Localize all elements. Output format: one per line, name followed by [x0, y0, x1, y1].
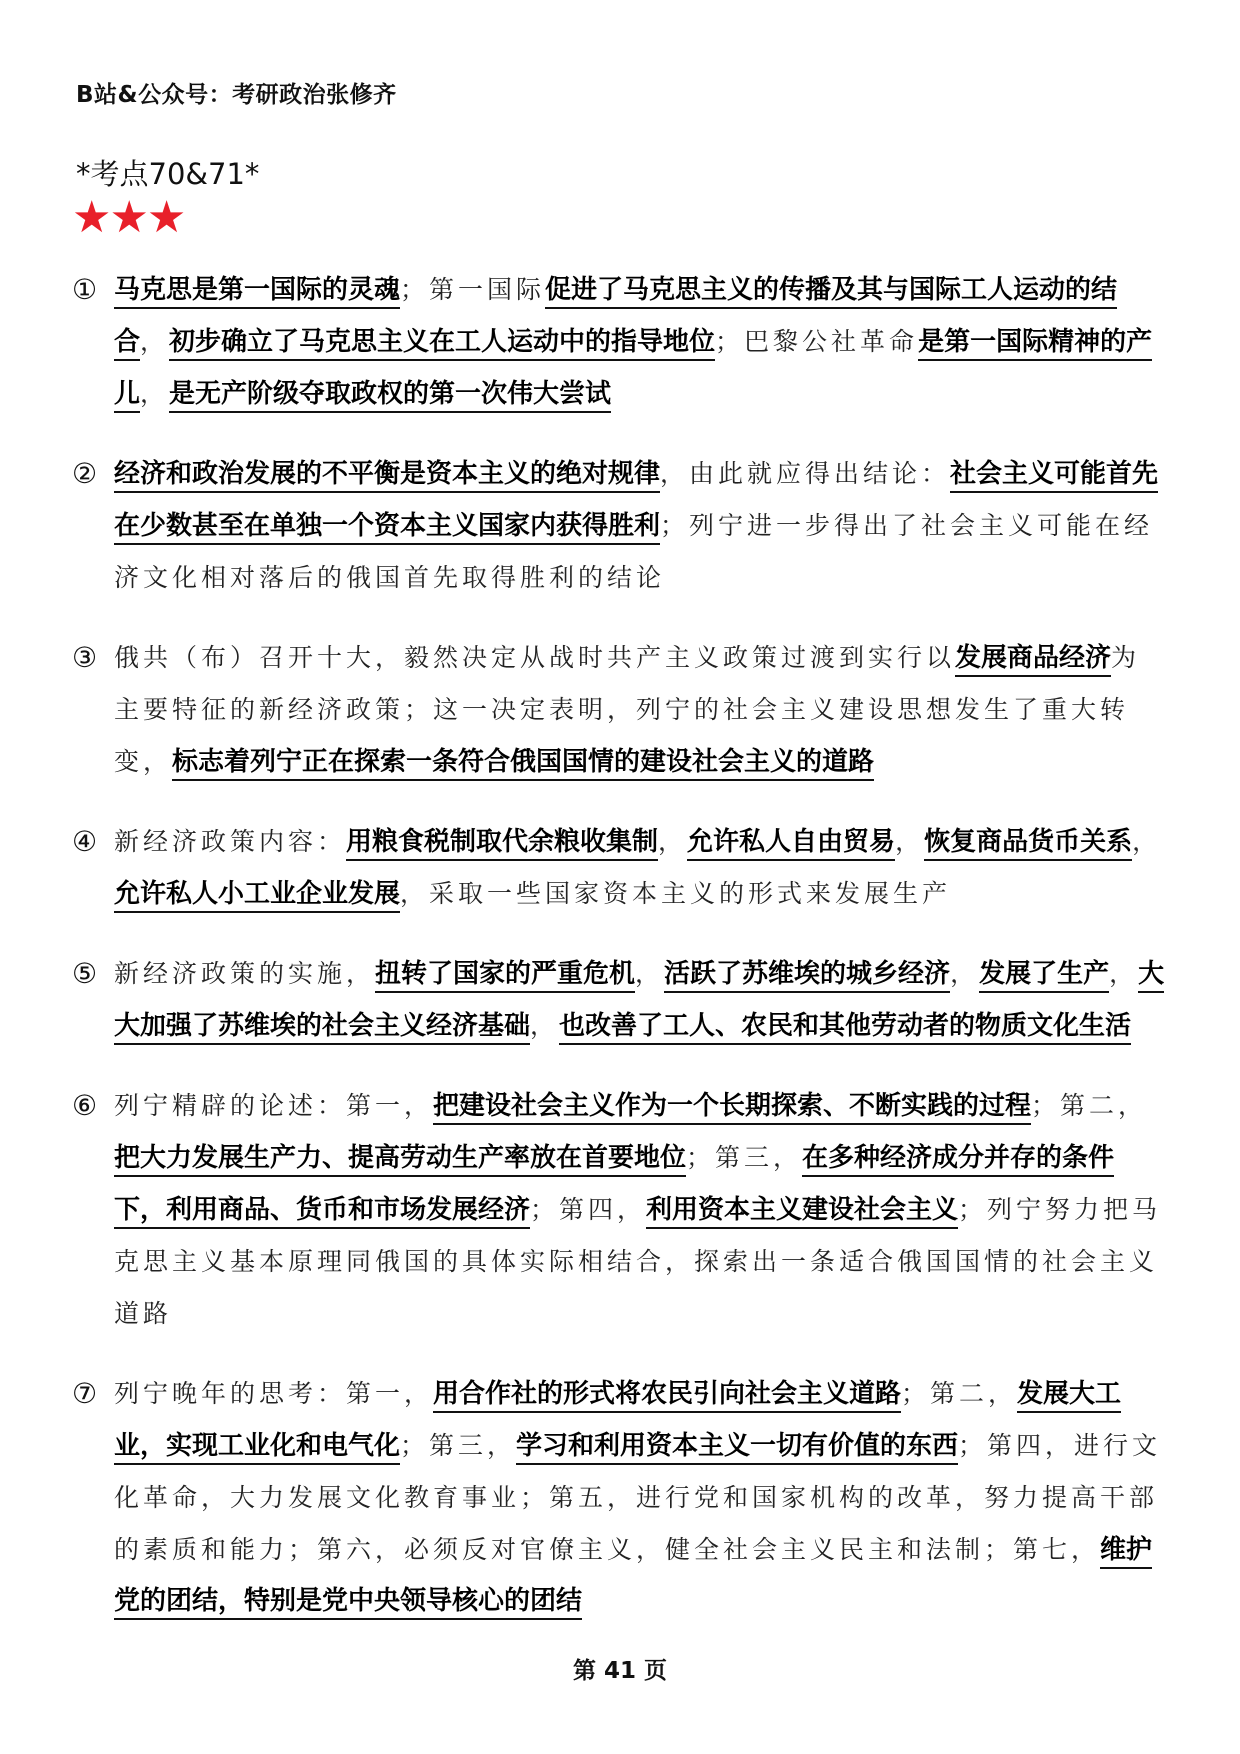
- key-phrase: 经济和政治发展的不平衡是资本主义的绝对规律: [114, 459, 660, 493]
- key-phrase: 学习和利用资本主义一切有价值的东西: [516, 1431, 958, 1465]
- key-phrase: 扭转了国家的严重危机: [375, 959, 635, 993]
- key-phrase: 用粮食税制取代余粮收集制: [346, 827, 658, 861]
- body-text: ，: [635, 959, 665, 988]
- body-text: ；第二，: [901, 1379, 1018, 1408]
- body-text: ，: [950, 959, 980, 988]
- body-text: ；列宁进一步得出了社会主义可能在经济文化相对落后的俄国首先取得胜利的结论: [114, 511, 1154, 592]
- body-text: ，: [530, 1011, 560, 1040]
- knowledge-point-item: [72, 448, 1166, 604]
- item-number: ⑥: [72, 1089, 98, 1122]
- body-text: ，: [895, 827, 925, 856]
- key-phrase: 维护党的团结，特别是党中央领导核心的团结: [114, 1535, 1152, 1620]
- key-phrase: 利用资本主义建设社会主义: [646, 1195, 958, 1229]
- body-text: 新经济政策的实施，: [114, 959, 376, 988]
- knowledge-point-item: [72, 1080, 1166, 1340]
- key-phrase: 马克思是第一国际的灵魂: [114, 275, 400, 309]
- body-text: ，采取一些国家资本主义的形式来发展生产: [400, 879, 952, 908]
- star-rating: ★★★: [72, 192, 185, 243]
- body-text: ；第三，: [400, 1431, 517, 1460]
- key-phrase: 把建设社会主义作为一个长期探索、不断实践的过程: [433, 1091, 1031, 1125]
- key-phrase: 活跃了苏维埃的城乡经济: [664, 959, 950, 993]
- key-phrase: 发展商品经济: [955, 643, 1111, 677]
- body-text: ；第三，: [686, 1143, 803, 1172]
- key-phrase: 社会主义可能首先在少数甚至在单独一个资本主义国家内获得胜利: [114, 459, 1158, 545]
- key-phrase: 是无产阶级夺取政权的第一次伟大尝试: [169, 379, 611, 413]
- body-text: ；第四，: [530, 1195, 647, 1224]
- knowledge-point-list: [72, 264, 1166, 1655]
- topic-label: *考点70&71*: [76, 157, 260, 191]
- knowledge-point-item: [72, 948, 1166, 1052]
- body-text: ，: [1109, 959, 1139, 988]
- page-number: 第 41 页: [572, 1658, 668, 1684]
- header-title: B站&公众号：考研政治张修齐: [76, 82, 397, 108]
- body-text: ；第一国际: [400, 275, 546, 304]
- body-text: ；列宁努力把马克思主义基本原理同俄国的具体实际相结合，探索出一条适合俄国国情的社会主义道路: [114, 1195, 1162, 1328]
- body-text: ；第二，: [1031, 1091, 1148, 1120]
- item-number: ⑦: [72, 1377, 98, 1410]
- key-phrase: 发展了生产: [979, 959, 1109, 993]
- key-phrase: 发展大工业，实现工业化和电气化: [114, 1379, 1121, 1465]
- body-text: ，: [658, 827, 688, 856]
- knowledge-point-item: [72, 1368, 1166, 1627]
- key-phrase: 在多种经济成分并存的条件下，利用商品、货币和市场发展经济: [114, 1143, 1114, 1229]
- item-number: ⑤: [72, 957, 98, 990]
- knowledge-point-item: [72, 632, 1166, 788]
- item-number: ④: [72, 825, 98, 858]
- knowledge-point-item: [72, 816, 1166, 920]
- item-number: ②: [72, 457, 98, 490]
- key-phrase: 允许私人小工业企业发展: [114, 879, 400, 913]
- body-text: ，由此就应得出结论：: [660, 459, 951, 488]
- key-phrase: 也改善了工人、农民和其他劳动者的物质文化生活: [559, 1011, 1131, 1045]
- body-text: ，: [140, 327, 170, 356]
- key-phrase: 用合作社的形式将农民引向社会主义道路: [433, 1379, 901, 1413]
- key-phrase: 是第一国际精神的产儿: [114, 327, 1152, 413]
- key-phrase: 标志着列宁正在探索一条符合俄国国情的建设社会主义的道路: [172, 747, 874, 781]
- knowledge-point-item: [72, 264, 1166, 420]
- body-text: 列宁晚年的思考：第一，: [114, 1379, 434, 1408]
- key-phrase: 大大加强了苏维埃的社会主义经济基础: [114, 959, 1164, 1045]
- key-phrase: 恢复商品货币关系: [924, 827, 1132, 861]
- body-text: 俄共（布）召开十大，毅然决定从战时共产主义政策过渡到实行以: [114, 643, 956, 672]
- body-text: ；巴黎公社革命: [715, 327, 919, 356]
- body-text: 列宁精辟的论述：第一，: [114, 1091, 434, 1120]
- key-phrase: 促进了马克思主义的传播及其与国际工人运动的结合: [114, 275, 1117, 361]
- item-number: ③: [72, 641, 98, 674]
- body-text: ，: [140, 379, 170, 408]
- body-text: ，: [1132, 827, 1162, 856]
- key-phrase: 初步确立了马克思主义在工人运动中的指导地位: [169, 327, 715, 361]
- body-text: ；第四，进行文化革命，大力发展文化教育事业；第五，进行党和国家机构的改革，努力提高干部的素质和能力；第六，必须反对官僚主义，健全社会主义民主和法制；第七，: [114, 1431, 1162, 1564]
- body-text: 新经济政策内容：: [114, 827, 347, 856]
- item-number: ①: [72, 273, 98, 306]
- body-text: 为主要特征的新经济政策；这一决定表明，列宁的社会主义建设思想发生了重大转变，: [114, 643, 1141, 776]
- key-phrase: 把大力发展生产力、提高劳动生产率放在首要地位: [114, 1143, 686, 1177]
- key-phrase: 允许私人自由贸易: [687, 827, 895, 861]
